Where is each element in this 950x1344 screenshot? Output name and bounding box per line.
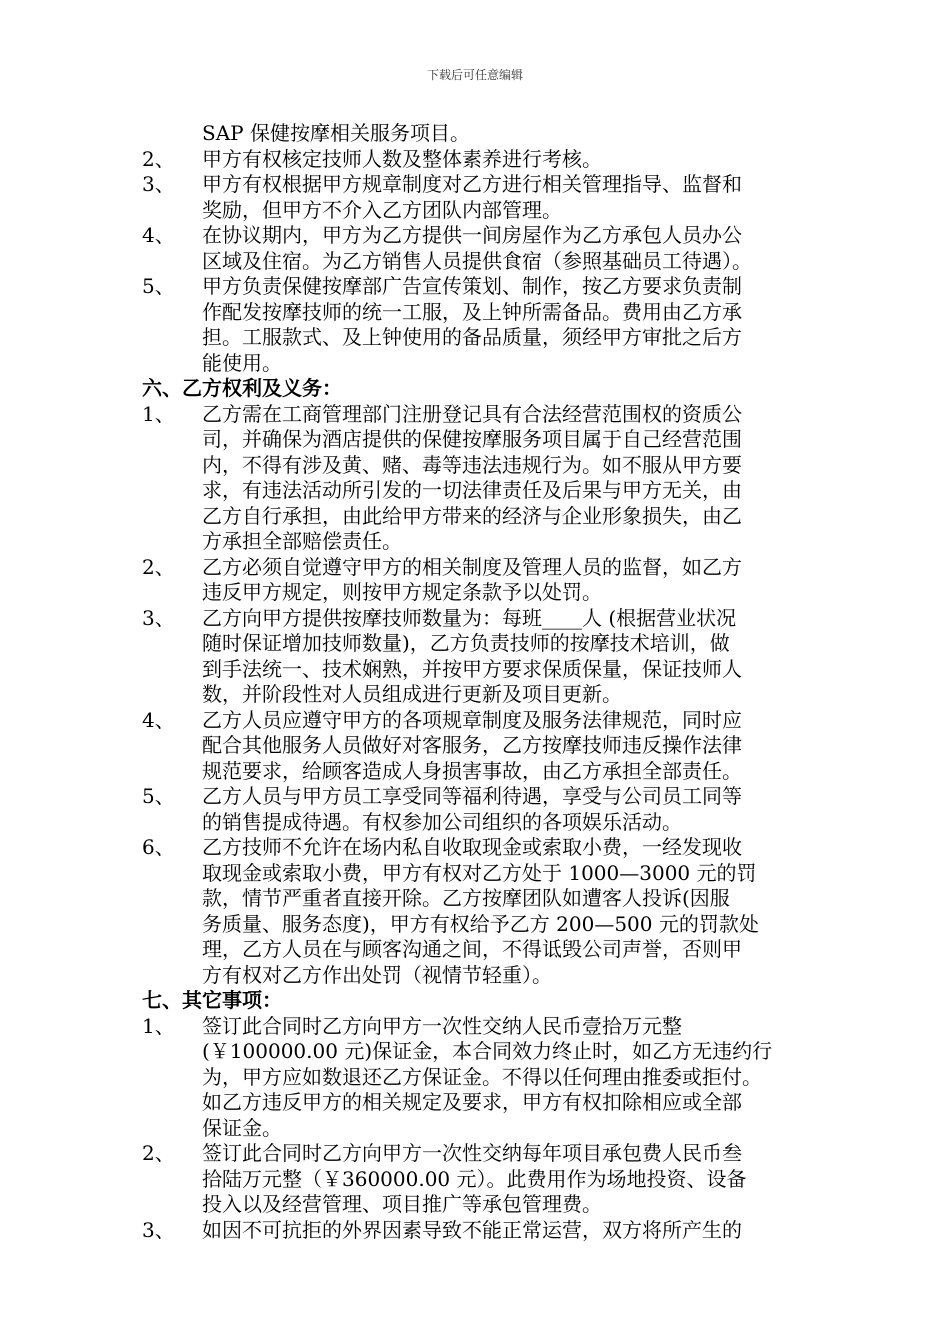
list-item: [142, 555, 822, 581]
item-number: 3、: [142, 1217, 175, 1242]
continuation-line: 奖励，但甲方不介入乙方团队内部管理。: [202, 197, 562, 222]
continuation-line: 方承担全部赔偿责任。: [202, 529, 402, 553]
continuation-line: 担。工服款式、及上钟使用的备品质量，须经甲方审批之后方: [202, 325, 742, 349]
continuation-line: 乙方自行承担，由此给甲方带来的经济与企业形象损失，由乙: [202, 503, 742, 528]
item-text: 乙方人员应遵守甲方的各项规章制度及服务法律规范，同时应: [202, 707, 742, 732]
continuation-line: 的销售提成待遇。有权参加公司组织的各项娱乐活动。: [202, 809, 682, 834]
continuation-line: 款，情节严重者直接开除。乙方按摩团队如遭客人投诉(因服: [202, 886, 730, 910]
item-number: 1、: [142, 401, 175, 426]
continuation-line: 作配发按摩技师的统一工服，及上钟所需备品。费用由乙方承: [202, 299, 742, 324]
item-number: 5、: [142, 274, 175, 298]
item-text: 甲方有权根据甲方规章制度对乙方进行相关管理指导、监督和: [202, 172, 742, 196]
item-text: 甲方负责保健按摩部广告宣传策划、制作，按乙方要求负责制: [202, 274, 742, 298]
section-heading: 六、乙方权利及义务：: [142, 376, 342, 400]
header-watermark: 下载后可任意编辑: [426, 68, 523, 82]
continuation-line: 如乙方违反甲方的相关规定及要求，甲方有权扣除相应或全部: [202, 1090, 742, 1114]
continuation-line: 规范要求，给顾客造成人身损害事故，由乙方承担全部责任。: [202, 758, 742, 783]
continuation-line: 务质量、服务态度)，甲方有权给予乙方 200—500 元的罚款处: [202, 911, 759, 936]
item-text: 签订此合同时乙方向甲方一次性交纳每年项目承包费人民币叁: [202, 1141, 742, 1165]
item-number: 4、: [142, 707, 175, 732]
item-text: 乙方人员与甲方员工享受同等福利待遇，享受与公司员工同等: [202, 784, 742, 808]
list-item: [142, 835, 822, 861]
continuation-line: 投入以及经营管理、项目推广等承包管理费。: [202, 1192, 602, 1216]
continuation-line: 随时保证增加技师数量)，乙方负责技师的按摩技术培训，做: [202, 631, 730, 655]
item-number: 2、: [142, 554, 175, 579]
item-number: 6、: [142, 835, 175, 859]
item-text: 如因不可抗拒的外界因素导致不能正常运营，双方将所产生的: [202, 1217, 742, 1242]
continuation-line: 数，并阶段性对人员组成进行更新及项目更新。: [202, 682, 622, 706]
continuation-line: 区域及住宿。为乙方销售人员提供食宿（参照基础员工待遇）。: [202, 248, 752, 273]
continuation-line: 拾陆万元整（￥360000.00 元）。此费用作为场地投资、设备: [202, 1166, 747, 1191]
list-item: [142, 172, 822, 198]
item-number: 3、: [142, 605, 175, 630]
list-item: [142, 1014, 822, 1040]
section-heading: 七、其它事项：: [142, 988, 282, 1012]
continuation-line: 司，并确保为酒店提供的保健按摩服务项目属于自己经营范围: [202, 427, 742, 451]
list-item: [142, 784, 822, 810]
item-number: 3、: [142, 172, 175, 196]
item-number: 2、: [142, 146, 175, 171]
document-body: [142, 121, 822, 1243]
item-number: 1、: [142, 1013, 175, 1038]
continuation-line: 能使用。: [202, 350, 282, 375]
list-item: [142, 708, 822, 734]
continuation-line: 为，甲方应如数退还乙方保证金。不得以任何理由推委或拒付。: [202, 1064, 762, 1089]
list-item: [142, 147, 822, 173]
list-item: [142, 274, 822, 300]
item-text: 签订此合同时乙方向甲方一次性交纳人民币壹拾万元整: [202, 1013, 682, 1038]
list-item: [142, 606, 822, 632]
item-number: 4、: [142, 223, 175, 247]
continuation-line: 内，不得有涉及黄、赌、毒等违法违规行为。如不服从甲方要: [202, 452, 742, 477]
list-item: [142, 1141, 822, 1167]
list-item: [142, 223, 822, 249]
continuation-line: 违反甲方规定，则按甲方规定条款予以处罚。: [202, 580, 602, 604]
item-text: 乙方向甲方提供按摩技师数量为：每班____人 (根据营业状况: [202, 605, 737, 630]
item-text: 乙方必须自觉遵守甲方的相关制度及管理人员的监督，如乙方: [202, 554, 742, 579]
item-text: 乙方技师不允许在场内私自收取现金或索取小费，一经发现收: [202, 835, 742, 859]
continuation-line: (￥100000.00 元)保证金，本合同效力终止时，如乙方无违约行: [202, 1039, 773, 1063]
continuation-line: 取现金或索取小费，甲方有权对乙方处于 1000—3000 元的罚: [202, 860, 757, 885]
item-text: 乙方需在工商管理部门注册登记具有合法经营范围权的资质公: [202, 401, 742, 426]
item-number: 2、: [142, 1141, 175, 1165]
continuation-line: 到手法统一、技术娴熟，并按甲方要求保质保量，保证技师人: [202, 656, 742, 681]
continuation-line: 方有权对乙方作出处罚（视情节轻重）。: [202, 962, 552, 987]
item-text: 在协议期内，甲方为乙方提供一间房屋作为乙方承包人员办公: [202, 223, 742, 247]
continuation-line: 保证金。: [202, 1115, 282, 1140]
continuation-line: 求，有违法活动所引发的一切法律责任及后果与甲方无关，由: [202, 478, 742, 502]
continuation-line: 配合其他服务人员做好对客服务，乙方按摩技师违反操作法律: [202, 733, 742, 757]
item-text: 甲方有权核定技师人数及整体素养进行考核。: [202, 146, 602, 171]
item-number: 5、: [142, 784, 175, 808]
continuation-line: 理，乙方人员在与顾客沟通之间，不得诋毁公司声誉，否则甲: [202, 937, 742, 961]
continuation-line: SAP 保健按摩相关服务项目。: [202, 121, 470, 145]
list-item: [142, 1218, 822, 1244]
list-item: [142, 402, 822, 428]
